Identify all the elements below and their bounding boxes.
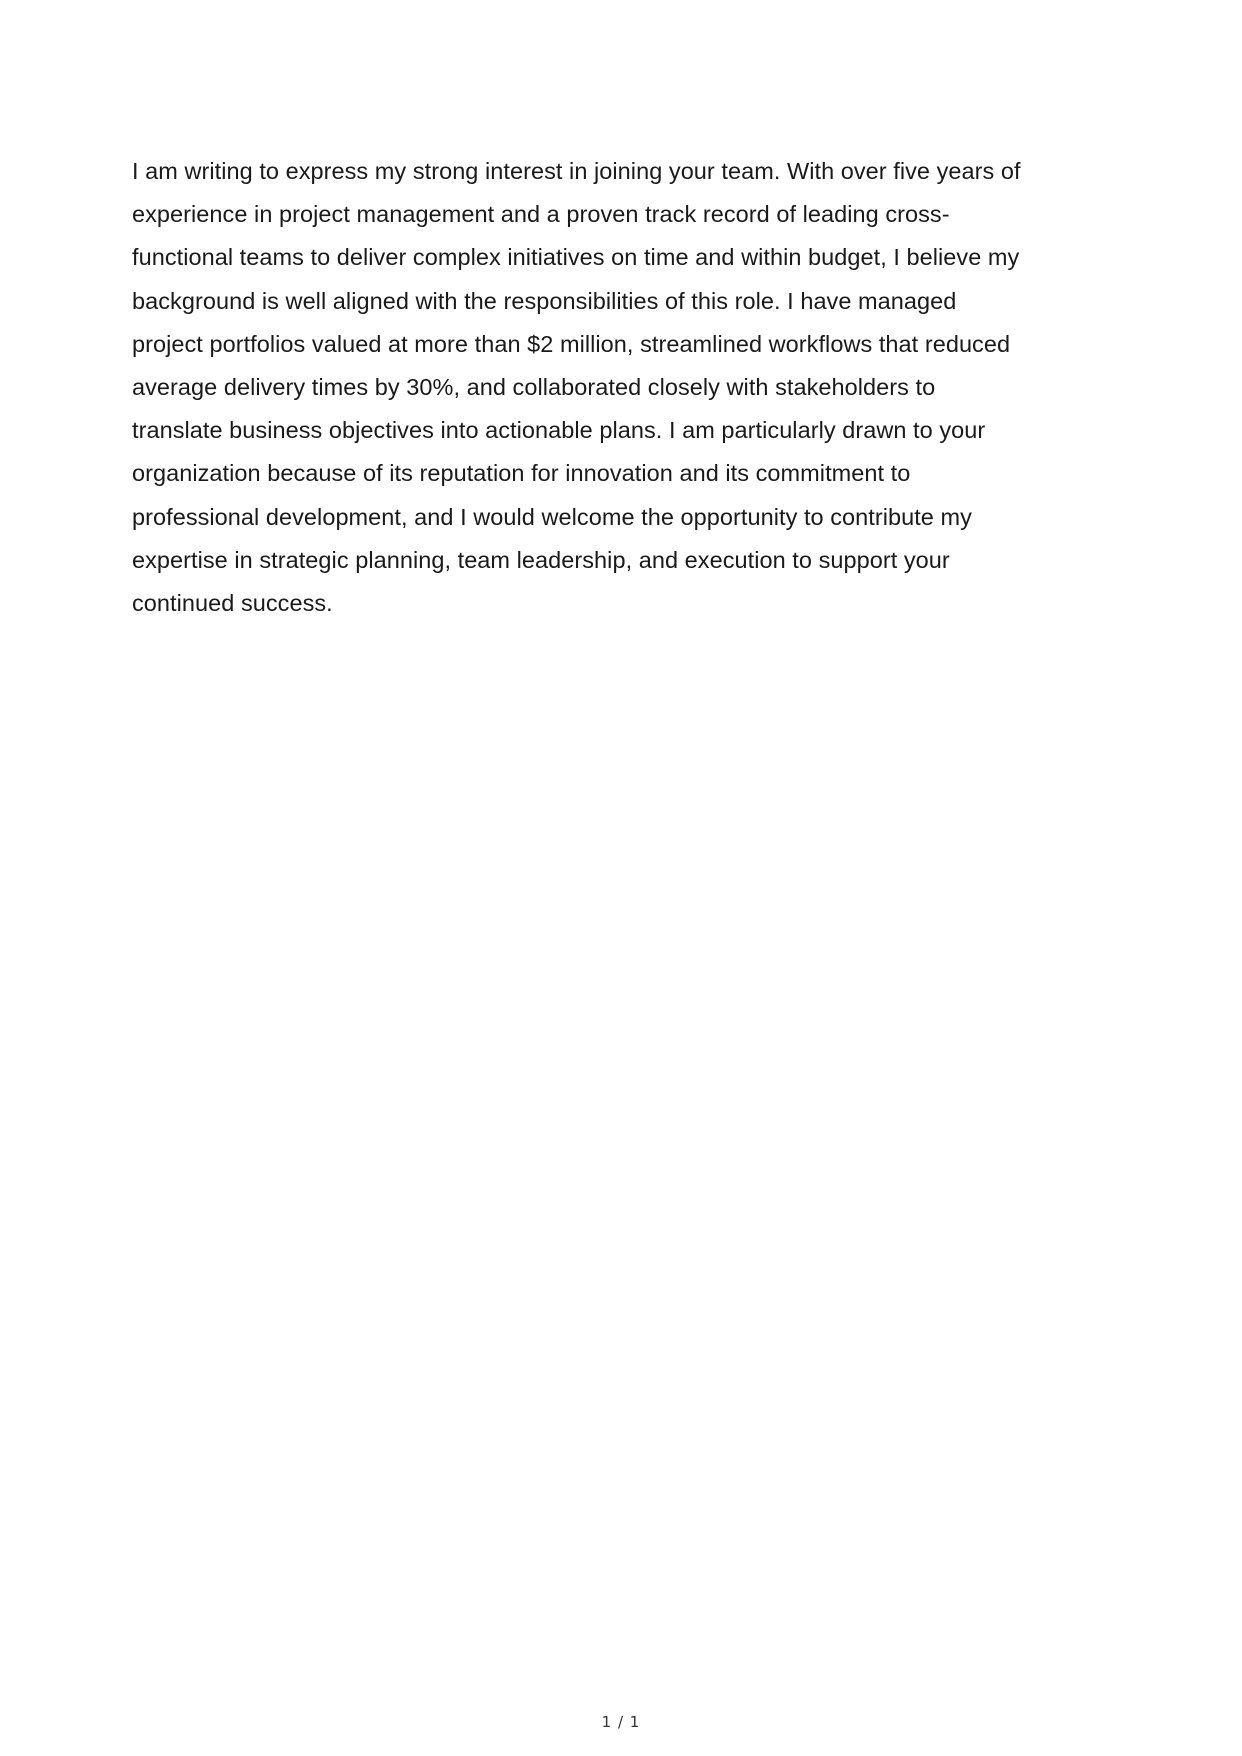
paragraph-line: functional teams to deliver complex initiatives on time and within budget, I believe my xyxy=(132,244,1020,271)
body-paragraph xyxy=(132,150,1122,625)
paragraph-line: project portfolios valued at more than $2 million, streamlined workflows that reduced xyxy=(132,330,1011,357)
page-number: 1 / 1 xyxy=(601,1713,641,1731)
paragraph-line: organization because of its reputation for innovation and its commitment to xyxy=(132,460,911,487)
paragraph-line: background is well aligned with the responsibilities of this role. I have managed xyxy=(132,287,957,314)
paragraph-line: translate business objectives into actionable plans. I am particularly drawn to your xyxy=(132,417,986,444)
paragraph-line: I am writing to express my strong interest in joining your team. With over five years of xyxy=(132,158,1021,184)
paragraph-line: experience in project management and a proven track record of leading cross- xyxy=(132,201,950,228)
paragraph-line: expertise in strategic planning, team leadership, and execution to support your xyxy=(132,546,950,573)
paragraph-line: professional development, and I would welcome the opportunity to contribute my xyxy=(132,503,972,530)
paragraph-line: average delivery times by 30%, and collaborated closely with stakeholders to xyxy=(132,374,936,401)
paragraph-line: continued success. xyxy=(132,590,333,617)
